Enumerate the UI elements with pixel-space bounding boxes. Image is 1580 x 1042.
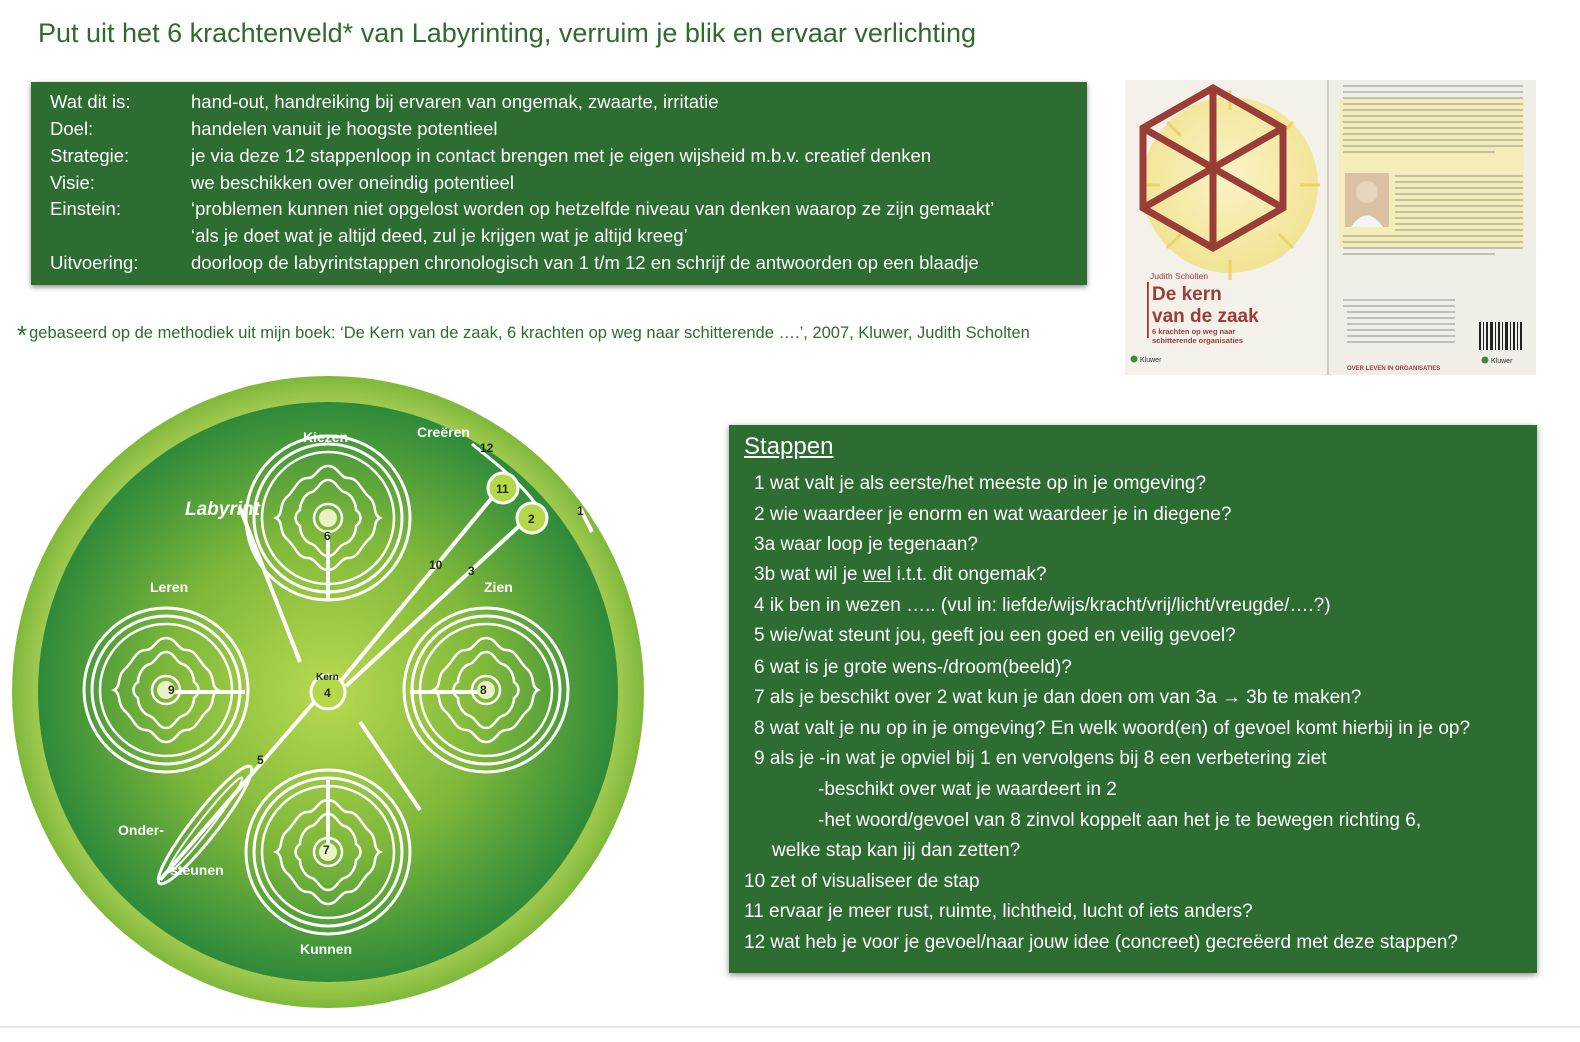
step-12: 12 wat heb je voor je gevoel/naar jouw idee (concreet) gecreëerd met deze stappen? xyxy=(744,932,1458,953)
step-3b-end: i.t.t. dit ongemak? xyxy=(891,564,1047,585)
step-7: 7 als je beschikt over 2 wat kun je dan doen om van 3a → 3b te maken? xyxy=(754,687,1362,708)
label-kiezen: Kiezen xyxy=(303,429,349,445)
book-series: OVER LEVEN IN ORGANISATIES xyxy=(1347,366,1441,372)
step-number-5: 5 xyxy=(257,753,264,767)
step-number-10: 10 xyxy=(429,558,443,572)
step-8: 8 wat valt je nu op in je omgeving? En welk woord(en) of gevoel komt hierbij in je op? xyxy=(754,718,1471,739)
book-subtitle-line2: schitterende organisaties xyxy=(1152,336,1243,345)
step-11: 11 ervaar je meer rust, ruimte, lichtheid, lucht of iets anders? xyxy=(744,901,1253,922)
step-3b xyxy=(754,564,1047,586)
book-cover-illustration xyxy=(1125,80,1536,375)
info-text: we beschikken over oneindig potentieel xyxy=(191,172,514,193)
step-9-sub-3: welke stap kan jij dan zetten? xyxy=(772,840,1021,861)
book-title-line2: van de zaak xyxy=(1152,306,1259,327)
step-number-1: 1 xyxy=(577,504,584,518)
steps-box xyxy=(729,425,1537,973)
page-title: Put uit het 6 krachtenveld* van Labyrinting, verruim je blik en ervaar verlichting xyxy=(38,18,976,48)
label-onder: Onder- xyxy=(118,822,164,838)
step-3b-underlined: wel xyxy=(862,564,892,585)
step-1: 1 wat valt je als eerste/het meeste op in je omgeving? xyxy=(754,473,1207,494)
info-label: Uitvoering: xyxy=(50,252,139,273)
footnote-text: gebaseerd op de methodiek uit mijn boek: ‘De Kern van de zaak, 6 krachten op weg naar schitterende ….’, 2007, Kluwer, Judith Scholten xyxy=(29,324,1030,342)
book-title-line1: De kern xyxy=(1152,284,1222,305)
book-author: Judith Scholten xyxy=(1150,271,1209,281)
label-steunen: steunen xyxy=(170,862,224,878)
step-number-6: 6 xyxy=(324,529,331,543)
label-zien: Zien xyxy=(484,579,513,595)
steps-title: Stappen xyxy=(744,433,834,460)
step-number-8: 8 xyxy=(480,683,487,697)
info-label: Wat dit is: xyxy=(50,91,131,112)
info-text: doorloop de labyrintstappen chronologisch van 1 t/m 12 en schrijf de antwoorden op een blaadje xyxy=(191,252,979,273)
info-label: Visie: xyxy=(50,172,95,193)
book-cover-image xyxy=(1125,80,1536,375)
info-text: handelen vanuit je hoogste potentieel xyxy=(191,118,498,139)
step-number-4: 4 xyxy=(324,686,331,700)
step-5: 5 wie/wat steunt jou, geeft jou een goed en veilig gevoel? xyxy=(754,625,1236,646)
labyrinth-title: Labyrint xyxy=(185,499,260,520)
step-number-2: 2 xyxy=(528,512,535,526)
step-4: 4 ik ben in wezen ….. (vul in: liefde/wijs/kracht/vrij/licht/vreugde/….?) xyxy=(754,595,1331,616)
step-9: 9 als je -in wat je opviel bij 1 en vervolgens bij 8 een verbetering ziet xyxy=(754,748,1327,769)
book-publisher: Kluwer xyxy=(1140,357,1162,364)
info-text: ‘als je doet wat je altijd deed, zul je krijgen wat je altijd kreeg’ xyxy=(191,225,688,246)
footnote-star: * xyxy=(17,320,28,350)
step-6: 6 wat is je grote wens-/droom(beeld)? xyxy=(754,657,1072,678)
label-kern: Kern xyxy=(316,672,339,683)
step-3b-start: 3b wat wil je xyxy=(754,564,863,585)
step-number-7: 7 xyxy=(323,843,330,857)
info-box xyxy=(31,82,1087,285)
info-label: Einstein: xyxy=(50,198,121,219)
label-kunnen: Kunnen xyxy=(300,941,353,957)
label-leren: Leren xyxy=(150,579,189,595)
step-number-12: 12 xyxy=(480,441,494,455)
step-9-sub-2: -het woord/gevoel van 8 zinvol koppelt aan het je te bewegen richting 6, xyxy=(818,810,1422,831)
step-9-sub-1: -beschikt over wat je waardeert in 2 xyxy=(818,779,1117,800)
step-number-9: 9 xyxy=(168,683,175,697)
info-label: Strategie: xyxy=(50,145,130,166)
step-number-11: 11 xyxy=(496,482,509,496)
step-10: 10 zet of visualiseer de stap xyxy=(744,871,980,892)
info-label: Doel: xyxy=(50,118,94,139)
info-text: ‘problemen kunnen niet opgelost worden op hetzelfde niveau van denken waarop ze zijn gemaakt’ xyxy=(191,198,995,219)
step-3a: 3a waar loop je tegenaan? xyxy=(754,534,978,555)
book-publisher-back: Kluwer xyxy=(1491,358,1513,365)
book-subtitle-line1: 6 krachten op weg naar xyxy=(1152,327,1236,336)
bottom-divider xyxy=(0,1026,1580,1028)
label-creeren: Creëren xyxy=(417,424,470,440)
info-text: je via deze 12 stappenloop in contact brengen met je eigen wijsheid m.b.v. creatief denken xyxy=(191,145,932,166)
info-text: hand-out, handreiking bij ervaren van ongemak, zwaarte, irritatie xyxy=(191,91,719,112)
step-number-3: 3 xyxy=(468,564,475,578)
footnote xyxy=(17,320,1030,351)
labyrinth-diagram xyxy=(0,360,700,1020)
step-2: 2 wie waardeer je enorm en wat waardeer je in diegene? xyxy=(754,504,1232,525)
